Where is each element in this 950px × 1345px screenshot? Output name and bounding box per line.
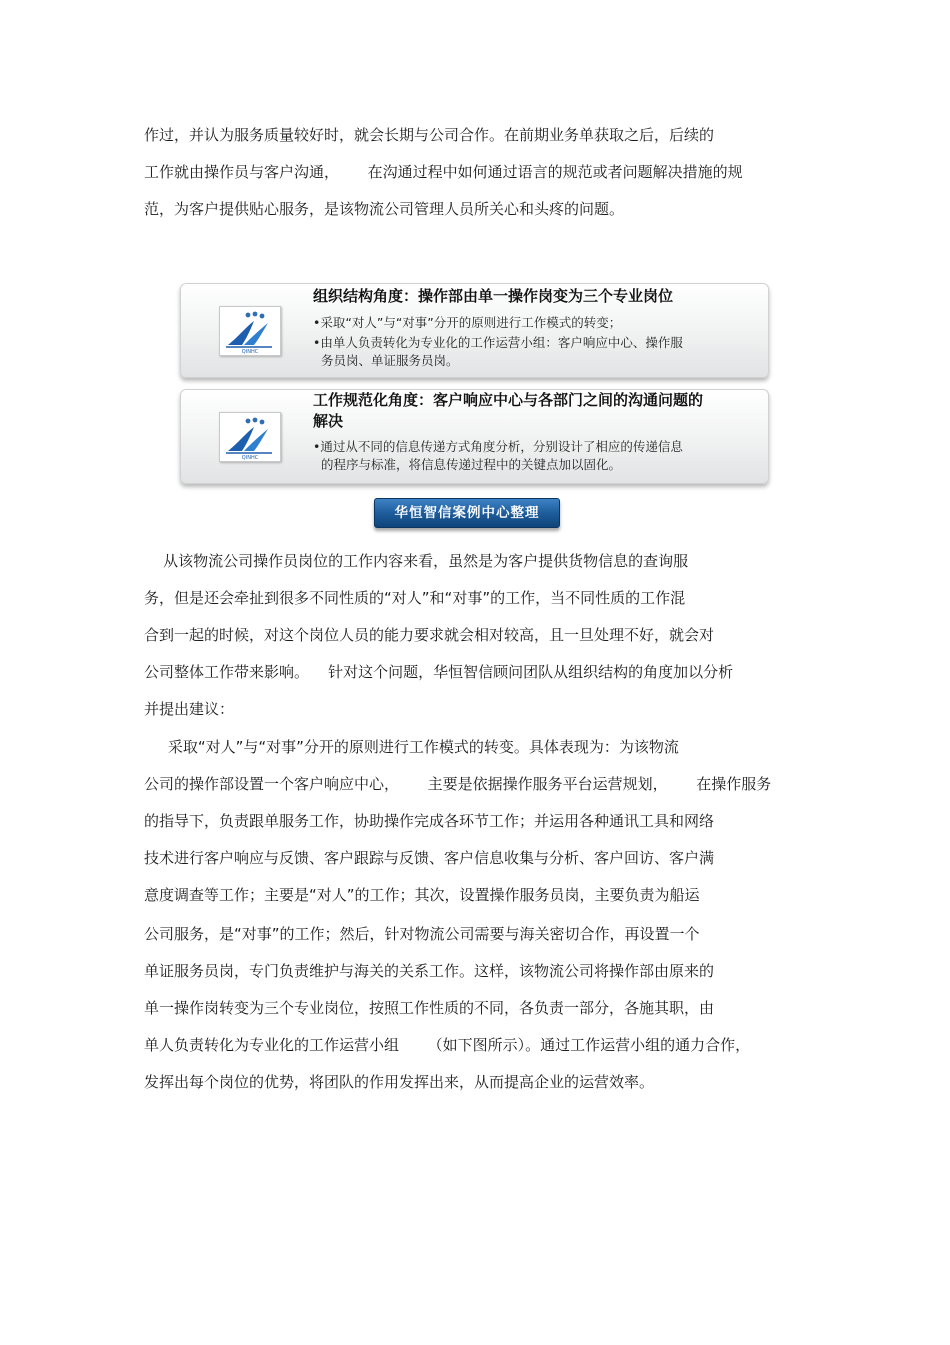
- card-title: 工作规范化角度：客户响应中心与各部门之间的沟通问题的: [313, 391, 704, 409]
- card-bullet: •通过从不同的信息传递方式角度分析，分别设计了相应的传递信息: [313, 439, 683, 454]
- company-logo: [219, 412, 281, 462]
- card-bullet: •由单人负责转化为专业化的工作运营小组：客户响应中心、操作服: [313, 335, 683, 350]
- info-card-standardization: [180, 389, 769, 484]
- body-line-6: 采取“对人”与“对事”分开的原则进行工作模式的转变。具体表现为：为该物流: [144, 738, 679, 756]
- source-banner: 华恒智信案例中心整理: [374, 498, 560, 528]
- body-line-4: 公司整体工作带来影响。 针对这个问题，华恒智信顾问团队从组织结构的角度加以分析: [144, 663, 734, 681]
- info-card-organization: [180, 283, 769, 378]
- body-line-12: 单证服务员岗，专门负责维护与海关的关系工作。这样，该物流公司将操作部由原来的: [144, 962, 715, 980]
- body-line-10: 意度调查等工作；主要是“对人”的工作；其次，设置操作服务员岗，主要负责为船运: [144, 886, 700, 904]
- body-line-15: 发挥出每个岗位的优势，将团队的作用发挥出来，从而提高企业的运营效率。: [144, 1073, 655, 1091]
- body-line-7: 公司的操作部设置一个客户响应中心， 主要是依据操作服务平台运营规划， 在操作服务: [144, 775, 772, 793]
- intro-line-2: 工作就由操作员与客户沟通， 在沟通过程中如何通过语言的规范或者问题解决措施的规: [144, 163, 743, 181]
- body-line-9: 技术进行客户响应与反馈、客户跟踪与反馈、客户信息收集与分析、客户回访、客户满: [144, 849, 715, 867]
- card-bullet: 的程序与标准，将信息传递过程中的关键点加以固化。: [313, 457, 621, 472]
- card-bullet: 务员岗、单证服务员岗。: [313, 353, 459, 368]
- logo-icon: [220, 307, 280, 355]
- body-line-5: 并提出建议：: [144, 700, 235, 718]
- body-line-3: 合到一起的时候，对这个岗位人员的能力要求就会相对较高，且一旦处理不好，就会对: [144, 626, 715, 644]
- body-line-13: 单一操作岗转变为三个专业岗位，按照工作性质的不同，各负责一部分，各施其职，由: [144, 999, 715, 1017]
- body-line-11: 公司服务，是“对事”的工作；然后，针对物流公司需要与海关密切合作，再设置一个: [144, 925, 700, 943]
- card-title: 组织结构角度：操作部由单一操作岗变为三个专业岗位: [313, 287, 674, 305]
- body-line-8: 的指导下，负责跟单服务工作，协助操作完成各环节工作；并运用各种通讯工具和网络: [144, 812, 715, 830]
- body-line-1: 从该物流公司操作员岗位的工作内容来看，虽然是为客户提供货物信息的查询服: [144, 552, 689, 570]
- logo-text: QINHC: [241, 455, 259, 461]
- card-title-continued: 解决: [313, 412, 344, 430]
- logo-text: QINHC: [241, 349, 259, 355]
- logo-icon: [220, 413, 280, 461]
- body-line-14: 单人负责转化为专业化的工作运营小组 （如下图所示）。通过工作运营小组的通力合作，: [144, 1036, 751, 1054]
- body-line-2: 务，但是还会牵扯到很多不同性质的“对人”和“对事”的工作，当不同性质的工作混: [144, 589, 686, 607]
- company-logo: [219, 306, 281, 356]
- intro-line-1: 作过，并认为服务质量较好时，就会长期与公司合作。在前期业务单获取之后，后续的: [144, 126, 715, 144]
- intro-line-3: 范，为客户提供贴心服务，是该物流公司管理人员所关心和头疼的问题。: [144, 200, 625, 218]
- card-bullet: •采取“对人”与“对事”分开的原则进行工作模式的转变；: [313, 315, 622, 330]
